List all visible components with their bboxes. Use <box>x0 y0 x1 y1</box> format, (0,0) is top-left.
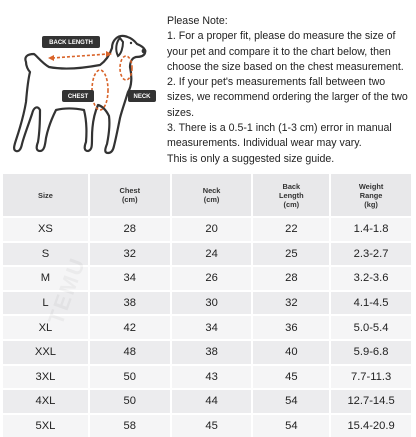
table-row <box>3 266 412 291</box>
table-row <box>3 389 412 414</box>
cell-weight: 12.7-14.5 <box>330 389 412 414</box>
cell-size: XXL <box>3 340 89 365</box>
header-neck: Neck (cm) <box>171 174 253 217</box>
chest-label: CHEST <box>67 94 89 101</box>
cell-neck: 44 <box>171 389 253 414</box>
cell-weight: 5.0-5.4 <box>330 315 412 340</box>
cell-size: XL <box>3 315 89 340</box>
note-item-2: 2. If your pet's measurements fall between two sizes, we recommend ordering the larger of the two sizes. <box>167 76 408 119</box>
cell-size: 5XL <box>3 414 89 437</box>
cell-weight: 4.1-4.5 <box>330 291 412 316</box>
cell-back: 28 <box>252 266 330 291</box>
dog-measurement-diagram <box>4 10 162 168</box>
cell-chest: 34 <box>89 266 171 291</box>
cell-weight: 5.9-6.8 <box>330 340 412 365</box>
cell-size: M <box>3 266 89 291</box>
cell-weight: 15.4-20.9 <box>330 414 412 437</box>
dog-eye <box>130 42 132 44</box>
cell-size: XS <box>3 217 89 242</box>
table-row <box>3 340 412 365</box>
cell-chest: 50 <box>89 389 171 414</box>
cell-neck: 34 <box>171 315 253 340</box>
size-chart <box>3 174 413 437</box>
table-row <box>3 414 412 437</box>
cell-neck: 38 <box>171 340 253 365</box>
cell-back: 54 <box>252 389 330 414</box>
table-row <box>3 291 412 316</box>
header-weight-range: Weight Range (kg) <box>330 174 412 217</box>
cell-neck: 24 <box>171 242 253 267</box>
cell-chest: 42 <box>89 315 171 340</box>
cell-weight: 3.2-3.6 <box>330 266 412 291</box>
note-item-3: 3. There is a 0.5-1 inch (1-3 cm) error in manual measurements. Individual wear may vary. <box>167 122 392 150</box>
cell-back: 25 <box>252 242 330 267</box>
cell-back: 54 <box>252 414 330 437</box>
header-size: Size <box>3 174 89 217</box>
arrow-head-left <box>48 55 54 61</box>
table-row <box>3 365 412 390</box>
cell-chest: 28 <box>89 217 171 242</box>
header-chest: Chest (cm) <box>89 174 171 217</box>
cell-neck: 43 <box>171 365 253 390</box>
cell-size: S <box>3 242 89 267</box>
cell-chest: 32 <box>89 242 171 267</box>
back-length-label: BACK LENGTH <box>49 40 93 47</box>
table-header-row <box>3 174 412 217</box>
notes-title: Please Note: <box>167 15 228 27</box>
cell-back: 45 <box>252 365 330 390</box>
table-row <box>3 217 412 242</box>
cell-weight: 2.3-2.7 <box>330 242 412 267</box>
cell-back: 22 <box>252 217 330 242</box>
dog-illustration <box>4 10 162 168</box>
cell-neck: 20 <box>171 217 253 242</box>
cell-size: 3XL <box>3 365 89 390</box>
cell-chest: 58 <box>89 414 171 437</box>
cell-neck: 45 <box>171 414 253 437</box>
cell-back: 40 <box>252 340 330 365</box>
table-row <box>3 242 412 267</box>
back-length-arrow <box>52 54 108 58</box>
size-table <box>3 174 413 437</box>
table-row <box>3 315 412 340</box>
note-item-1: 1. For a proper fit, please do measure the size of your pet and compare it to the chart below, then choose the size based on the chest measurement. <box>167 30 404 73</box>
cell-weight: 1.4-1.8 <box>330 217 412 242</box>
cell-neck: 26 <box>171 266 253 291</box>
notes-footer: This is only a suggested size guide. <box>167 152 335 165</box>
cell-back: 32 <box>252 291 330 316</box>
cell-weight: 7.7-11.3 <box>330 365 412 390</box>
cell-neck: 30 <box>171 291 253 316</box>
top-section <box>0 0 416 172</box>
size-notes <box>167 14 413 167</box>
cell-chest: 50 <box>89 365 171 390</box>
cell-back: 36 <box>252 315 330 340</box>
header-back-length: Back Length (cm) <box>252 174 330 217</box>
cell-size: L <box>3 291 89 316</box>
cell-chest: 48 <box>89 340 171 365</box>
dog-nose <box>142 49 147 54</box>
cell-chest: 38 <box>89 291 171 316</box>
cell-size: 4XL <box>3 389 89 414</box>
neck-label: NECK <box>133 94 151 101</box>
